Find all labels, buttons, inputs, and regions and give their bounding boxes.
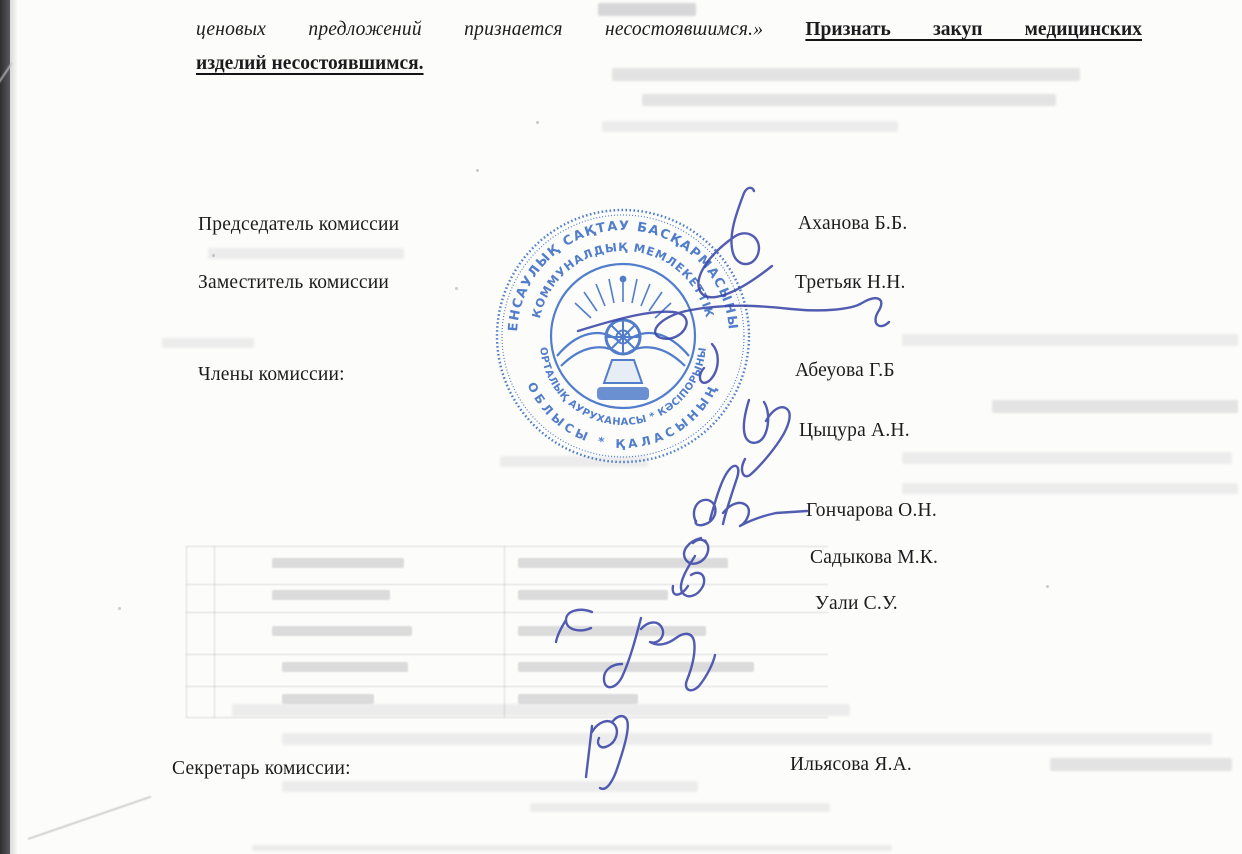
stamp-ring-inner-bottom: ОРТАЛЫҚ АУРУХАНАСЫ * КӘСІПОРЫНЫ (537, 346, 709, 429)
signature-uali (556, 610, 715, 690)
stamp-ring-inner-top: КОММУНАЛДЫҚ МЕМЛЕКЕТТІК (528, 239, 718, 320)
name-uali: Уали С.У. (815, 593, 898, 614)
resolution-quote: ценовых предложений признается несостоявшимся.» (196, 19, 764, 40)
label-secretary: Секретарь комиссии: (172, 758, 351, 779)
name-ilyasova: Ильясова Я.А. (790, 754, 912, 775)
name-tsytsura: Цыцура А.Н. (799, 420, 910, 441)
label-members: Члены комиссии: (198, 364, 345, 385)
name-goncharova: Гончарова О.Н. (806, 500, 937, 521)
label-deputy: Заместитель комиссии (198, 272, 390, 293)
resolution-decision-part1: Признать закуп медицинских (805, 19, 1143, 40)
signature-akhanova (698, 188, 772, 297)
signature-tsytsura (742, 400, 790, 476)
stamp-ring-outer-bottom: ОБЛЫСЫ * ҚАЛАСЫНЫҢ (524, 379, 722, 452)
signature-sadykova (673, 538, 709, 596)
signature-tretyak-descender (700, 344, 718, 383)
name-sadykova: Садыкова М.К. (810, 547, 939, 568)
resolution-decision-part2: изделий несостоявшимся. (196, 53, 424, 74)
signature-tretyak (578, 298, 889, 339)
label-chairman: Председатель комиссии (198, 214, 400, 235)
name-akhanova: Аханова Б.Б. (798, 213, 908, 234)
name-abeuova: Абеуова Г.Б (795, 360, 895, 381)
stamp-ring-outer-top: ДЕНСАУЛЫҚ САҚТАУ БАСҚАРМАСЫНЫҢ (486, 195, 741, 333)
signature-ilyasova (586, 716, 628, 789)
name-tretyak: Третьяк Н.Н. (795, 272, 906, 293)
